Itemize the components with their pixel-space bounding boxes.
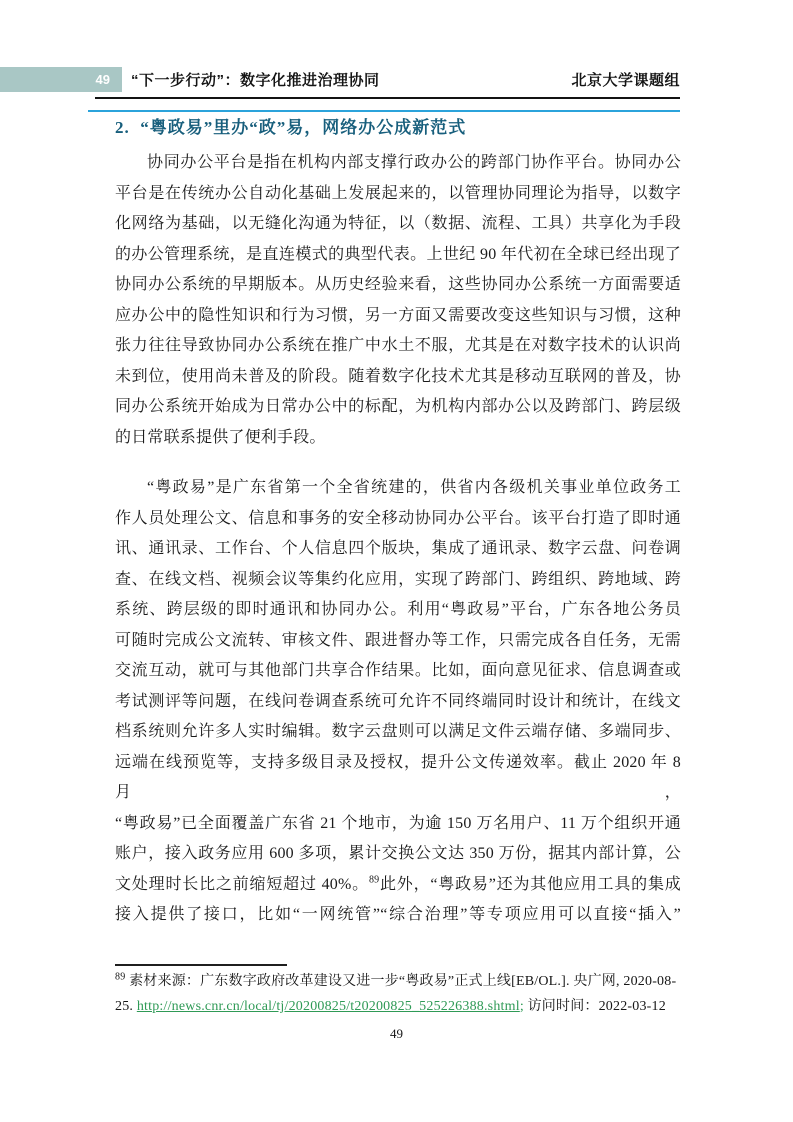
footnote-text: 素材来源：广东数字政府改革建设又进一步“粤政易”正式上线[EB/OL.]. 央广网, 2020-08- xyxy=(125,974,677,989)
footnote-text: 访问时间：2022-03-12 xyxy=(523,999,666,1014)
footnote-text: 25. xyxy=(115,999,137,1014)
text-line: 交流互动，就可与其他部门共享合作结果。比如，面向意见征求、信息调查或 xyxy=(115,662,681,679)
text-line: 未到位，使用尚未普及的阶段。随着数字化技术尤其是移动互联网的普及，协 xyxy=(115,367,681,385)
text-line: 接入提供了接口，比如“一网统管”“综合治理”等专项应用可以直接“插入” xyxy=(115,906,681,923)
text-line: 协同办公平台是指在机构内部支撑行政办公的跨部门协作平台。协同办公 xyxy=(147,154,681,171)
page-number-badge xyxy=(0,67,122,92)
page-body xyxy=(115,114,681,931)
footnote-line xyxy=(115,969,681,994)
text-line: 的办公管理系统，是直连模式的典型代表。上世纪 90 年代初在全球已经出现了 xyxy=(115,245,681,263)
text-line: 讯、通讯录、工作台、个人信息四个版块，集成了通讯录、数字云盘、问卷调 xyxy=(115,540,681,557)
text-line: “粤政易”已全面覆盖广东省 21 个地市，为逾 150 万名用户、11 万个组织开通 xyxy=(115,814,681,832)
text-line: 查、在线文档、视频会议等集约化应用，实现了跨部门、跨组织、跨地域、跨 xyxy=(115,570,681,588)
text-line: 张力往往导致协同办公系统在推广中水土不服，尤其是在对数字技术的认识尚 xyxy=(115,337,681,354)
text-line: 考试测评等问题，在线问卷调查系统可允许不同终端同时设计和统计，在线文 xyxy=(115,692,681,710)
text-segment: 文处理时长比之前缩短超过 40%。 xyxy=(115,875,369,893)
running-header-affiliation: 北京大学课题组 xyxy=(571,72,680,89)
footnote-semicolon: ; xyxy=(519,999,524,1014)
text-line: “粤政易”是广东省第一个全省统建的，供省内各级机关事业单位政务工 xyxy=(147,479,681,496)
header-rule-accent xyxy=(88,110,680,112)
text-line: 作人员处理公文、信息和事务的安全移动协同办公平台。该平台打造了即时通 xyxy=(115,509,681,527)
text-line: 档系统则允许多人实时编辑。数字云盘则可以满足文件云端存储、多端同步、 xyxy=(115,723,681,740)
text-line: 化网络为基础，以无缝化沟通为特征，以（数据、流程、工具）共享化为手段 xyxy=(115,215,681,232)
footnote-line xyxy=(115,994,681,1019)
text-line: 应办公中的隐性知识和行为习惯，另一方面又需要改变这些知识与习惯，这种 xyxy=(115,306,681,324)
text-line-with-footnote-ref xyxy=(115,870,681,901)
footnote-url-link[interactable]: http://news.cnr.cn/local/tj/20200825/t20200825_525226388.shtml xyxy=(136,999,520,1014)
running-header-title: “下一步行动”：数字化推进治理协同 xyxy=(131,72,380,89)
page-number-footer: 49 xyxy=(390,1026,403,1041)
text-line: 账户，接入政务应用 600 多项，累计交换公文达 350 万份，据其内部计算，公 xyxy=(115,845,681,862)
text-line: 平台是在传统办公自动化基础上发展起来的，以管理协同理论为指导，以数字 xyxy=(115,184,681,202)
text-segment: 此外，“粤政易”还为其他应用工具的集成 xyxy=(379,875,681,893)
text-line: 远端在线预览等，支持多级目录及授权，提升公文传递效率。截止 2020 年 8 月， xyxy=(115,753,681,801)
footnote xyxy=(115,969,681,1019)
footnote-number: 89 xyxy=(115,971,126,983)
footnote-separator xyxy=(115,964,287,966)
paragraph-2 xyxy=(115,473,681,931)
text-line: 可随时完成公文流转、审核文件、跟进督办等工作，只需完成各自任务，无需 xyxy=(115,631,681,649)
text-line: 系统、跨层级的即时通讯和协同办公。利用“粤政易”平台，广东各地公务员 xyxy=(115,601,681,618)
header-rule-dark xyxy=(95,97,680,99)
text-line: 协同办公系统的早期版本。从历史经验来看，这些协同办公系统一方面需要适 xyxy=(115,276,681,293)
text-line: 同办公系统开始成为日常办公中的标配，为机构内部办公以及跨部门、跨层级 xyxy=(115,398,681,415)
text-line: 的日常联系提供了便利手段。 xyxy=(115,428,326,446)
paragraph-1 xyxy=(115,148,681,453)
section-heading: 2. “粤政易”里办“政”易，网络办公成新范式 xyxy=(115,118,467,137)
footnote-reference-89: 89 xyxy=(368,874,380,886)
page-number-badge-label: 49 xyxy=(95,72,110,87)
